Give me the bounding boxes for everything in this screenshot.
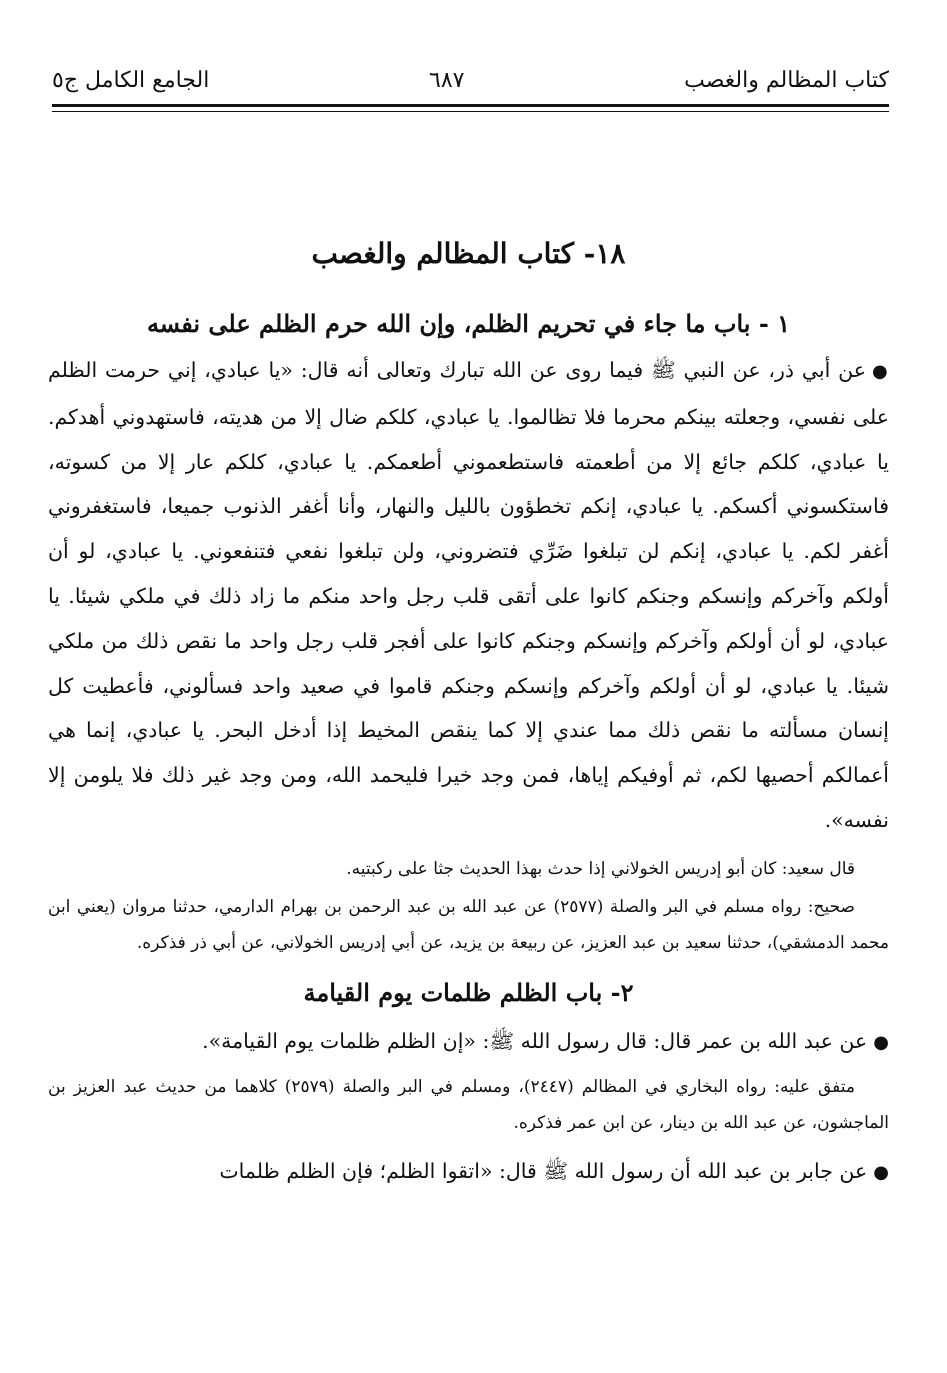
bullet-icon: ● [873, 1031, 889, 1053]
header-volume: الجامع الكامل ج٥ [52, 67, 210, 93]
bullet-icon: ● [872, 361, 889, 382]
chapter-1-title: ١ - باب ما جاء في تحريم الظلم، وإن الله حرم الظلم على نفسه [146, 309, 791, 338]
chapter-1-note-source: صحيح: رواه مسلم في البر والصلة (٢٥٧٧) عن عبد الله بن عبد الرحمن بن بهرام الدارمي، حدثنا مروان (يعني ابن محمد الدمشقي)، حدثنا سعيد بن عبد العزيز، عن ربيعة بن يزيد، عن أبي إدريس الخولاني، عن أبي ذر فذكره. [48, 896, 889, 953]
bullet-icon: ● [873, 1161, 889, 1183]
header-book-section: كتاب المظالم والغصب [684, 67, 889, 93]
header-rule-thick [52, 104, 889, 107]
chapter-1-note-said: قال سعيد: كان أبو إدريس الخولاني إذا حدث بهذا الحديث جثا على ركبتيه. [346, 858, 855, 879]
header-rule-thin [52, 111, 889, 112]
chapter-2-hadith [48, 1019, 889, 1065]
chapter-2-title: ٢- باب الظلم ظلمات يوم القيامة [303, 977, 634, 1007]
book-title: ١٨- كتاب المظالم والغصب [311, 237, 626, 270]
running-header [52, 62, 889, 98]
chapter-2-note-source: متفق عليه: رواه البخاري في المظالم (٢٤٤٧)، ومسلم في البر والصلة (٢٥٧٩) كلاهما من حديث عبد العزيز بن الماجشون، عن عبد الله بن دينار، عن ابن عمر فذكره. [48, 1076, 889, 1133]
chapter-1-hadith-text: عن أبي ذر، عن النبي ﷺ فيما روى عن الله تبارك وتعالى أنه قال: «يا عبادي، إني حرمت الظلم على نفسي، وجعلته بينكم محرما فلا تظالموا. يا عبادي، كلكم ضال إلا من هديته، فاستهدوني أهدكم. يا عبادي، كلكم جائع إلا من أطعمته فاستطعموني أطعمكم. يا عبادي، كلكم عار إلا من كسوته، فاستكسوني أكسكم. يا عبادي، إنكم تخطؤون بالليل والنهار، وأنا أغفر الذنوب جميعا، فاستغفروني أغفر لكم. يا عبادي، إنكم لن تبلغوا ضَرِّي فتضروني، ولن تبلغوا نفعي فتنفعوني. يا عبادي، لو أن أولكم وآخركم وإنسكم وجنكم كانوا على أتقى قلب رجل واحد منكم ما زاد ذلك في ملكي شيئا. يا عبادي، لو أن أولكم وآخركم وإنسكم وجنكم كانوا على أفجر قلب رجل واحد ما نقص ذلك من ملكي شيئا. يا عبادي، لو أن أولكم وآخركم وإنسكم وجنكم قاموا في صعيد واحد فسألوني، فأعطيت كل إنسان مسألته ما نقص ذلك مما عندي إلا كما ينقص المخيط إذا أدخل البحر. يا عبادي، إنما هي أعمالكم أحصيها لكم، ثم أوفيكم إياها، فمن وجد خيرا فليحمد الله، ومن وجد غير ذلك فلا يلومن إلا نفسه». [48, 358, 889, 832]
chapter-2-hadith-text: عن عبد الله بن عمر قال: قال رسول الله ﷺ: «إن الظلم ظلمات يوم القيامة». [202, 1028, 868, 1053]
header-page-number: ٦٨٧ [429, 67, 465, 93]
next-hadith-text: عن جابر بن عبد الله أن رسول الله ﷺ قال: «اتقوا الظلم؛ فإن الظلم ظلمات [219, 1158, 868, 1183]
page-content [48, 232, 889, 1195]
next-hadith [48, 1149, 889, 1195]
chapter-1-hadith [48, 348, 889, 843]
